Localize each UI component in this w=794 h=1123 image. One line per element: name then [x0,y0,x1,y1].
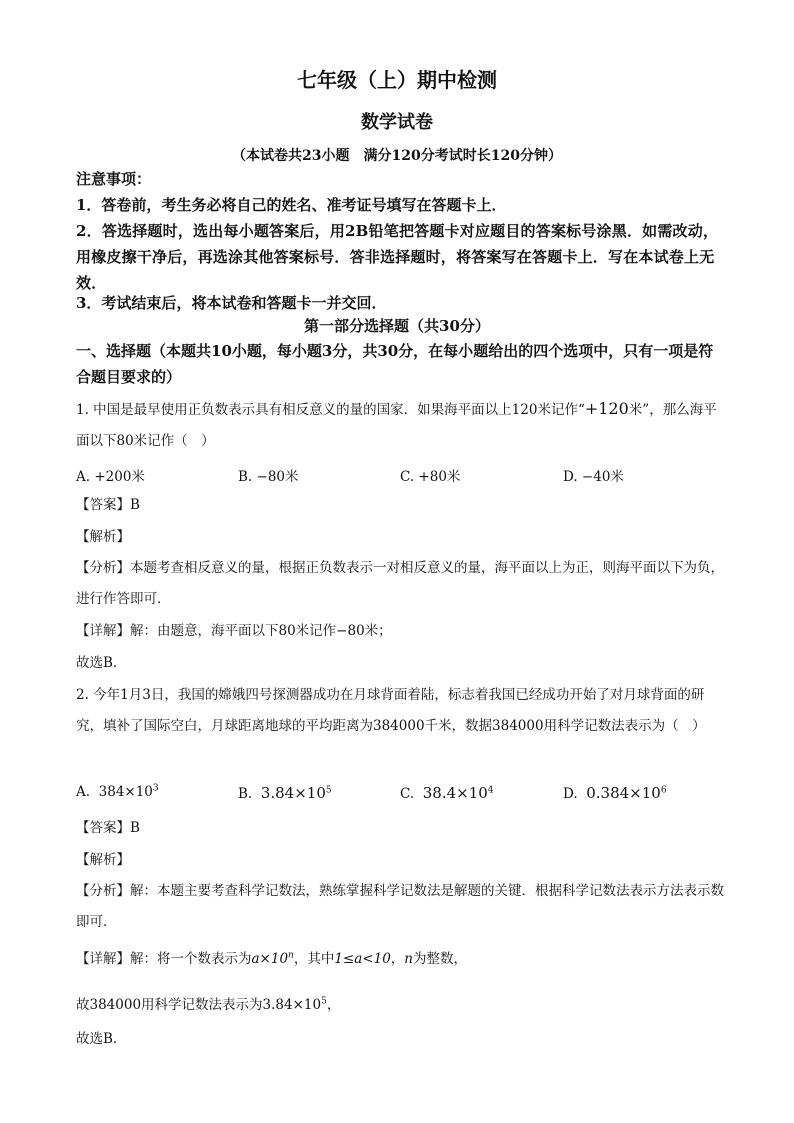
q2-detail-part-b: ，其中 [293,951,335,967]
q2-result-part-b: ， [326,997,341,1013]
q1-option-b: B. −80米 [238,469,299,485]
q1-stem-value: +120 [584,399,629,418]
q2-detail-exp: n [288,950,294,961]
q2-conclusion: 故选B． [76,1031,127,1047]
notes-item-3: 3．考试结束后，将本试卷和答题卡一并交回． [76,294,387,312]
q1-jiexi: 【解析】 [76,529,130,545]
q2-option-d-label: D. [563,786,578,802]
q1-stem [76,393,726,457]
q2-option-c-label: C. [400,786,415,802]
q2-result-exp: 5 [321,996,327,1007]
q2-detail-part-d: 为整数， [413,951,467,967]
q2-option-d-exp: 6 [660,785,667,796]
q1-answer: 【答案】B [76,497,140,513]
q2-option-a [76,784,159,800]
exam-info: （本试卷共23小题 满分120分考试时长120分钟） [232,148,562,164]
q2-option-a-exp: 3 [152,783,159,794]
q2-detail-part-a: 【详解】解：将一个数表示为 [76,951,252,967]
q2-detail-n: n [404,951,413,967]
q2-option-d [563,784,667,802]
q1-option-d: D. −40米 [563,469,624,485]
q1-analysis: 【分析】本题考查相反意义的量，根据正负数表示一对相反意义的量，海平面以上为正，则海平面以下为负，进行作答即可． [76,560,724,607]
q1-option-a: A. +200米 [76,469,145,485]
notes-heading: 注意事项： [76,170,152,188]
q2-option-c-base: 38.4×10 [422,784,488,802]
exam-title: 七年级（上）期中检测 [297,68,497,92]
q2-analysis: 【分析】解：本题主要考查科学记数法，熟练掌握科学记数法是解题的关键．根据科学记数法表示方法表示数即可． [76,883,724,930]
q2-result [76,990,726,1021]
q2-option-d-base: 0.384×10 [586,784,661,802]
q2-result-part-a: 故384000用科学记数法表示为 [76,997,263,1013]
q2-detail-part-c: ， [390,951,405,967]
notes-item-2: 2．答选择题时，选出每小题答案后，用2B铅笔把答题卡对应题目的答案标号涂黑．如需改动，用橡皮擦干净后，再选涂其他答案标号．答非选择题时，将答案写在答题卡上．写在本试卷上无效． [76,222,719,292]
q2-detail-expr: a×10 [251,951,289,967]
q2-option-b-exp: 5 [325,785,332,796]
q2-option-a-label: A. [76,784,91,800]
q2-stem: 2. 今年1月3日，我国的嫦娥四号探测器成功在月球背面着陆，标志着我国已经成功开始了对月球背面的研究，填补了国际空白，月球距离地球的平均距离为384000千米，数据384000用科学记数法表示为（ ） [76,687,706,734]
notes-item-1: 1．答卷前，考生务必将自己的姓名、准考证号填写在答题卡上． [76,196,507,214]
exam-subject: 数学试卷 [361,112,433,133]
part1-desc: 一、选择题（本题共10小题，每小题3分，共30分，在每小题给出的四个选项中，只有一项是符合题目要求的） [76,342,714,386]
q1-options [76,465,726,489]
q2-option-b [238,784,332,802]
q2-detail [76,944,726,975]
part1-title: 第一部分选择题（共30分） [304,317,490,335]
q2-detail-range: 1≤a<10 [334,951,391,967]
q2-result-base: 3.84×10 [262,997,322,1013]
q1-option-c: C. +80米 [400,469,461,485]
q1-stem-part-b: 米”，那么海平面以下80米记作（ ） [76,402,717,449]
q2-options [76,784,726,808]
q2-jiexi: 【解析】 [76,852,130,868]
q1-conclusion: 故选B． [76,655,127,671]
q1-detail: 【详解】解：由题意，海平面以下80米记作−80米； [76,623,392,639]
q2-option-c-exp: 4 [487,785,494,796]
q1-stem-part-a: 1. 中国是最早使用正负数表示具有相反意义的量的国家．如果海平面以上120米记作“ [76,402,585,418]
q2-option-b-base: 3.84×10 [260,784,326,802]
q2-answer: 【答案】B [76,820,140,836]
q2-option-a-base: 384×10 [98,784,153,800]
q2-option-c [400,784,494,802]
q2-option-b-label: B. [238,786,253,802]
